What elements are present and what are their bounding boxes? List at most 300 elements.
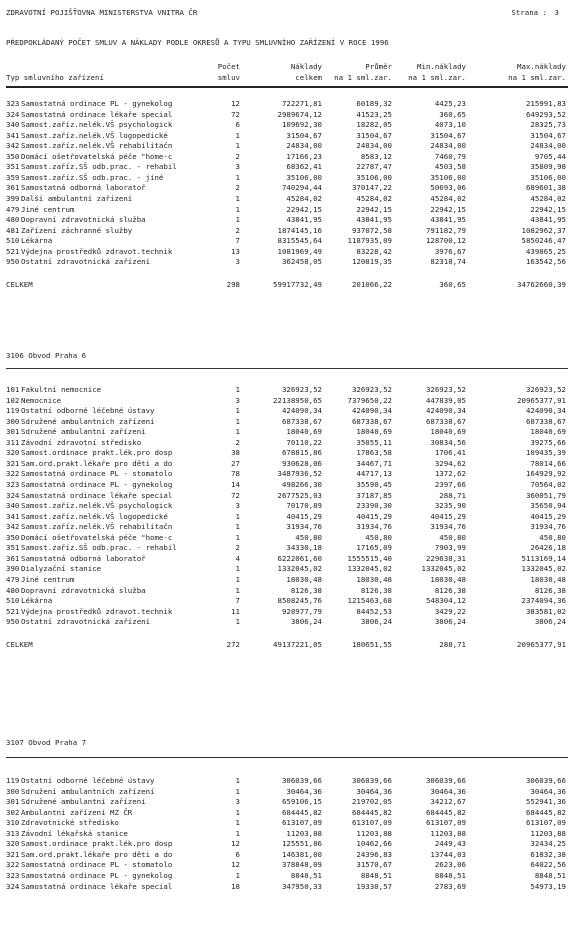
col-min-2: na 1 sml.zar. [408, 73, 466, 82]
row-count: 27 [231, 458, 240, 468]
row-count: 1 [235, 585, 240, 595]
total-label: CELKEM [6, 279, 33, 289]
table-row [6, 617, 568, 627]
row-code: 510 [6, 236, 20, 246]
row-average: 23390,30 [356, 501, 392, 511]
row-min: 18040,69 [430, 427, 466, 437]
row-total: 8315545,64 [277, 236, 322, 246]
row-min: 613107,09 [425, 818, 466, 828]
row-total: 8508245,76 [277, 596, 322, 605]
row-total: 306039,66 [281, 776, 322, 785]
row-count: 2 [235, 437, 240, 447]
row-type: Samostatná ordinace PL - gynekolog [21, 479, 173, 489]
row-average: 1215463,68 [347, 596, 392, 605]
row-max: 24834,00 [530, 141, 566, 151]
row-min: 2397,66 [434, 479, 466, 489]
total-costs: 49137221,05 [273, 639, 322, 649]
row-average: 35590,45 [356, 479, 392, 489]
row-max: 40415,29 [530, 511, 566, 521]
row-average: 18282,05 [356, 120, 392, 130]
row-total: 326923,52 [281, 385, 322, 394]
row-max: 35809,98 [530, 162, 566, 172]
total-max: 34762660,39 [517, 279, 566, 289]
row-max: 26426,18 [530, 543, 566, 553]
row-average: 18040,69 [356, 427, 392, 437]
row-max: 5113169,14 [521, 553, 566, 563]
row-count: 7 [235, 596, 240, 605]
row-total: 125551,86 [281, 839, 322, 849]
row-count: 13 [231, 246, 240, 256]
row-average: 31934,76 [356, 522, 392, 532]
row-type: Sam.ord.prakt.lékaře pro děti a do [21, 458, 173, 468]
row-code: 322 [6, 860, 20, 870]
table-row [6, 226, 568, 236]
page-number-label: Strana : [511, 8, 547, 17]
row-min: 2449,43 [434, 839, 466, 849]
row-count: 12 [231, 860, 240, 870]
row-type: Samostatná ordinace lékaře special [21, 109, 173, 119]
row-total: 3487936,52 [277, 469, 322, 479]
row-count: 12 [231, 99, 240, 108]
row-total: 146381,00 [281, 849, 322, 859]
row-total: 22942,15 [286, 204, 322, 214]
row-total: 659106,15 [281, 797, 322, 807]
row-total: 2677525,03 [277, 490, 322, 500]
row-max: 8126,38 [534, 585, 566, 595]
row-code: 361 [6, 553, 20, 563]
row-type: Samostatná ordinace PL - stomatolo [21, 860, 173, 870]
row-type: Domácí ošetřovatelská péče "home-c [21, 151, 173, 161]
row-average: 44717,13 [356, 469, 392, 479]
row-type: Nemocnice [21, 395, 62, 405]
row-total: 450,80 [295, 532, 322, 542]
row-average: 22787,47 [356, 162, 392, 172]
row-total: 70110,22 [286, 437, 322, 447]
row-min: 4073,10 [434, 120, 466, 130]
row-type: Fakultní nemocnice [21, 385, 102, 394]
row-code: 521 [6, 606, 20, 616]
row-min: 30464,36 [430, 786, 466, 796]
row-code: 350 [6, 151, 20, 161]
row-code: 342 [6, 522, 20, 532]
total-count: 272 [226, 639, 240, 649]
row-type: Samostatná ordinace PL - stomatolo [21, 469, 173, 479]
row-type: Sdružené ambulantních zařízení [21, 416, 155, 426]
row-code: 323 [6, 479, 20, 489]
row-min: 7903,99 [434, 543, 466, 553]
row-type: Ostatní zdravotnická zařízení [21, 257, 151, 267]
row-total: 24834,00 [286, 141, 322, 151]
row-average: 326923,52 [351, 385, 392, 394]
row-type: Samost.zaříz.nelék.VŠ psychologick [21, 501, 173, 511]
row-total: 347950,33 [281, 881, 322, 891]
row-average: 45284,02 [356, 193, 392, 203]
row-count: 1 [235, 416, 240, 426]
row-min: 684445,82 [425, 807, 466, 817]
row-type: Zdravotnické středisko [21, 818, 119, 828]
row-max: 11203,88 [530, 828, 566, 838]
row-count: 1 [235, 818, 240, 828]
table-row [6, 131, 568, 141]
row-type: Zařízení záchranné služby [21, 225, 133, 235]
row-type: Samost.ordinace prakt.lék.pro dosp [21, 448, 173, 458]
row-count: 1 [235, 776, 240, 785]
row-max: 18030,48 [530, 574, 566, 584]
header-rule [6, 86, 568, 88]
row-type: Samost.zaříz.SŠ odb.prac. - jiné [21, 172, 164, 182]
row-type: Jiné centrum [21, 574, 75, 584]
row-count: 1 [235, 532, 240, 542]
row-type: Ostatní zdravotnická zařízení [21, 617, 151, 627]
row-type: Sdružení ambulantních zařízení [21, 786, 155, 796]
table-row [6, 141, 568, 151]
row-max: 163542,56 [525, 257, 566, 267]
row-count: 3 [235, 797, 240, 807]
row-code: 324 [6, 109, 20, 119]
row-total: 613107,09 [281, 818, 322, 828]
row-max: 424090,34 [525, 406, 566, 416]
row-count: 1 [235, 141, 240, 151]
row-average: 43841,95 [356, 215, 392, 225]
row-total: 45284,02 [286, 193, 322, 203]
row-code: 399 [6, 193, 20, 203]
row-code: 341 [6, 130, 20, 140]
row-min: 45284,02 [430, 193, 466, 203]
section-title: 3106 Obvod Praha 6 [6, 351, 87, 360]
table-row [6, 829, 568, 839]
row-average: 84452,53 [356, 606, 392, 616]
row-max: 215991,83 [525, 99, 566, 108]
total-max: 20965377,91 [517, 639, 566, 649]
row-max: 28325,73 [530, 120, 566, 130]
row-min: 24834,00 [430, 141, 466, 151]
col-avg-1: Průměr [365, 62, 392, 71]
row-average: 31504,67 [356, 130, 392, 140]
row-count: 78 [231, 469, 240, 479]
table-row [6, 554, 568, 564]
row-average: 8126,38 [360, 585, 392, 595]
row-code: 351 [6, 162, 20, 172]
row-max: 2374094,36 [521, 596, 566, 605]
row-max: 9705,44 [534, 151, 566, 161]
row-code: 480 [6, 215, 20, 225]
section-rule [6, 757, 568, 758]
row-total: 22138950,65 [273, 395, 322, 405]
row-total: 6222061,60 [277, 553, 322, 563]
row-total: 687338,67 [281, 416, 322, 426]
row-average: 60189,32 [356, 99, 392, 108]
row-average: 219702,05 [351, 797, 392, 807]
row-max: 552941,36 [525, 797, 566, 807]
row-min: 40415,29 [430, 511, 466, 521]
table-row [6, 406, 568, 416]
row-code: 321 [6, 458, 20, 468]
row-min: 8848,51 [434, 871, 466, 880]
row-average: 11203,88 [356, 828, 392, 838]
row-type: Ostatní odborné léčebné ústavy [21, 406, 155, 416]
row-code: 481 [6, 225, 20, 235]
col-count-1: Počet [217, 62, 240, 71]
row-min: 1332045,02 [421, 564, 466, 574]
row-min: 31934,76 [430, 522, 466, 532]
col-count-2: smluv [217, 73, 240, 82]
row-min: 31504,67 [430, 130, 466, 140]
table-row [6, 501, 568, 511]
row-total: 40415,29 [286, 511, 322, 521]
row-total: 362458,05 [281, 257, 322, 267]
row-min: 18030,48 [430, 574, 466, 584]
row-total: 68362,41 [286, 162, 322, 172]
row-count: 1 [235, 564, 240, 574]
row-average: 31570,67 [356, 860, 392, 870]
row-type: Samost.zaříz.nelék.VŠ rehabilitačn [21, 141, 173, 151]
row-min: 288,71 [439, 490, 466, 500]
row-average: 370147,22 [351, 183, 392, 193]
row-min: 229638,31 [425, 553, 466, 563]
row-max: 5850246,47 [521, 236, 566, 246]
row-code: 324 [6, 490, 20, 500]
row-total: 2989674,12 [277, 109, 322, 119]
report-org: ZDRAVOTNÍ POJIŠŤOVNA MINISTERSTVA VNITRA ČR [6, 8, 198, 17]
row-average: 83228,42 [356, 246, 392, 256]
row-max: 30464,36 [530, 786, 566, 796]
row-min: 360,65 [439, 109, 466, 119]
row-min: 50693,06 [430, 183, 466, 193]
row-count: 1 [235, 574, 240, 584]
row-average: 18030,48 [356, 574, 392, 584]
row-max: 689601,38 [525, 183, 566, 193]
row-count: 1 [235, 172, 240, 182]
row-min: 3294,62 [434, 458, 466, 468]
row-total: 684445,82 [281, 807, 322, 817]
row-count: 2 [235, 543, 240, 553]
total-label: CELKEM [6, 639, 33, 649]
row-max: 450,80 [539, 532, 566, 542]
row-min: 13744,03 [430, 849, 466, 859]
total-min: 360,65 [439, 279, 466, 289]
row-average: 120819,35 [351, 257, 392, 267]
row-min: 30834,56 [430, 437, 466, 447]
table-row [6, 183, 568, 193]
row-count: 1 [235, 807, 240, 817]
row-code: 361 [6, 183, 20, 193]
col-min-1: Min.náklady [417, 62, 466, 71]
row-code: 320 [6, 448, 20, 458]
row-min: 7460,79 [434, 151, 466, 161]
row-total: 928977,79 [281, 606, 322, 616]
row-type: Samost.zaříz.nelék.VŠ logopedické [21, 511, 168, 521]
row-min: 4425,23 [434, 99, 466, 108]
row-average: 1187935,09 [347, 236, 392, 246]
row-min: 11203,88 [430, 828, 466, 838]
table-row [6, 205, 568, 215]
row-code: 300 [6, 786, 20, 796]
row-type: Sdružené ambulantní zařízení [21, 797, 146, 807]
row-code: 321 [6, 849, 20, 859]
row-total: 35106,00 [286, 172, 322, 182]
row-type: Samostatná ordinace lékaře special [21, 490, 173, 500]
table-row [6, 459, 568, 469]
row-count: 1 [235, 193, 240, 203]
row-count: 1 [235, 828, 240, 838]
table-row [6, 776, 568, 786]
row-code: 323 [6, 871, 20, 880]
row-type: Další ambulantní zařízení [21, 193, 133, 203]
row-total: 31934,76 [286, 522, 322, 532]
row-max: 54973,19 [530, 881, 566, 891]
row-min: 8126,38 [434, 585, 466, 595]
row-average: 1555515,40 [347, 553, 392, 563]
row-max: 39275,66 [530, 437, 566, 447]
row-average: 7379650,22 [347, 395, 392, 405]
row-max: 439865,25 [525, 246, 566, 256]
row-max: 35650,94 [530, 501, 566, 511]
row-min: 128700,12 [425, 236, 466, 246]
row-max: 35106,00 [530, 172, 566, 182]
row-max: 31504,67 [530, 130, 566, 140]
row-max: 61832,38 [530, 849, 566, 859]
table-row [6, 427, 568, 437]
row-total: 378848,09 [281, 860, 322, 870]
total-average: 201066,22 [351, 279, 392, 289]
row-average: 24396,83 [356, 849, 392, 859]
row-total: 18040,69 [286, 427, 322, 437]
table-row [6, 533, 568, 543]
row-code: 119 [6, 406, 20, 416]
row-total: 424090,34 [281, 406, 322, 416]
table-row [6, 850, 568, 860]
row-average: 937072,58 [351, 225, 392, 235]
row-max: 32434,25 [530, 839, 566, 849]
row-count: 1 [235, 130, 240, 140]
row-count: 18 [231, 881, 240, 891]
row-max: 3806,24 [534, 617, 566, 627]
row-average: 22942,15 [356, 204, 392, 214]
row-average: 1332045,02 [347, 564, 392, 574]
row-max: 613107,09 [525, 818, 566, 828]
row-type: Lékárna [21, 596, 53, 605]
row-code: 301 [6, 427, 20, 437]
row-count: 2 [235, 151, 240, 161]
table-row [6, 607, 568, 617]
row-code: 359 [6, 172, 20, 182]
row-count: 1 [235, 204, 240, 214]
row-code: 310 [6, 818, 20, 828]
row-min: 3235,90 [434, 501, 466, 511]
row-max: 687338,67 [525, 416, 566, 426]
row-count: 1 [235, 511, 240, 521]
row-min: 35106,00 [430, 172, 466, 182]
row-min: 1372,62 [434, 469, 466, 479]
row-max: 31934,76 [530, 522, 566, 532]
row-count: 11 [231, 606, 240, 616]
row-count: 6 [235, 849, 240, 859]
row-average: 306039,66 [351, 776, 392, 785]
row-total: 740294,44 [281, 183, 322, 193]
row-type: Závodní zdravotní středisko [21, 437, 142, 447]
table-row [6, 797, 568, 807]
table-row [6, 385, 568, 395]
row-type: Samost.zaříz.SŠ odb.prac. - rehabil [21, 543, 177, 553]
row-type: Dialyzační stanice [21, 564, 102, 574]
row-max: 20965377,91 [517, 395, 566, 405]
row-code: 119 [6, 776, 20, 785]
row-count: 1 [235, 406, 240, 416]
row-type: Samostatná odborná laboratoř [21, 553, 146, 563]
table-row [6, 469, 568, 479]
row-min: 791182,79 [425, 225, 466, 235]
row-count: 6 [235, 120, 240, 130]
row-count: 1 [235, 385, 240, 394]
row-count: 3 [235, 162, 240, 172]
row-count: 1 [235, 427, 240, 437]
row-total: 3806,24 [290, 617, 322, 627]
row-count: 1 [235, 617, 240, 627]
row-total: 11203,88 [286, 828, 322, 838]
row-code: 950 [6, 617, 20, 627]
table-row [6, 818, 568, 828]
row-average: 37187,85 [356, 490, 392, 500]
row-code: 479 [6, 204, 20, 214]
row-code: 302 [6, 807, 20, 817]
row-average: 30464,36 [356, 786, 392, 796]
row-min: 3429,22 [434, 606, 466, 616]
row-average: 19330,57 [356, 881, 392, 891]
table-row [6, 152, 568, 162]
total-costs: 59917732,49 [273, 279, 322, 289]
row-min: 306039,66 [425, 776, 466, 785]
table-row [6, 522, 568, 532]
row-type: Samost.zaříz.nelék.VŠ psychologick [21, 120, 173, 130]
row-min: 82318,74 [430, 257, 466, 267]
row-code: 323 [6, 99, 20, 108]
row-max: 1332045,02 [521, 564, 566, 574]
row-total: 31504,67 [286, 130, 322, 140]
row-min: 424090,34 [425, 406, 466, 416]
row-total: 43841,95 [286, 215, 322, 225]
row-type: Samost.zaříz.SŠ odb.prac. - rehabil [21, 162, 177, 172]
row-min: 4503,58 [434, 162, 466, 172]
row-max: 164929,92 [525, 469, 566, 479]
row-type: Výdejna prostředků zdravot.technik [21, 606, 173, 616]
row-average: 687338,67 [351, 416, 392, 426]
row-code: 390 [6, 564, 20, 574]
table-row [6, 173, 568, 183]
total-min: 288,71 [439, 639, 466, 649]
row-total: 34330,18 [286, 543, 322, 553]
row-average: 613107,09 [351, 818, 392, 828]
col-type: Typ smluvního zařízení [6, 73, 104, 82]
row-count: 14 [231, 479, 240, 489]
row-min: 326923,52 [425, 385, 466, 394]
row-average: 3806,24 [360, 617, 392, 627]
table-row [6, 417, 568, 427]
row-count: 3 [235, 395, 240, 405]
row-code: 102 [6, 395, 20, 405]
row-total: 1874145,16 [277, 225, 322, 235]
row-min: 447839,05 [425, 395, 466, 405]
row-total: 18030,48 [286, 574, 322, 584]
row-type: Samost.ordinace prakt.lék.pro dosp [21, 839, 173, 849]
row-max: 43841,95 [530, 215, 566, 225]
row-total: 109692,30 [281, 120, 322, 130]
row-total: 722271,81 [281, 99, 322, 108]
table-row [6, 257, 568, 267]
row-average: 10462,66 [356, 839, 392, 849]
col-max-1: Max.náklady [517, 62, 566, 71]
row-total: 930628,06 [281, 458, 322, 468]
row-average: 34467,71 [356, 458, 392, 468]
